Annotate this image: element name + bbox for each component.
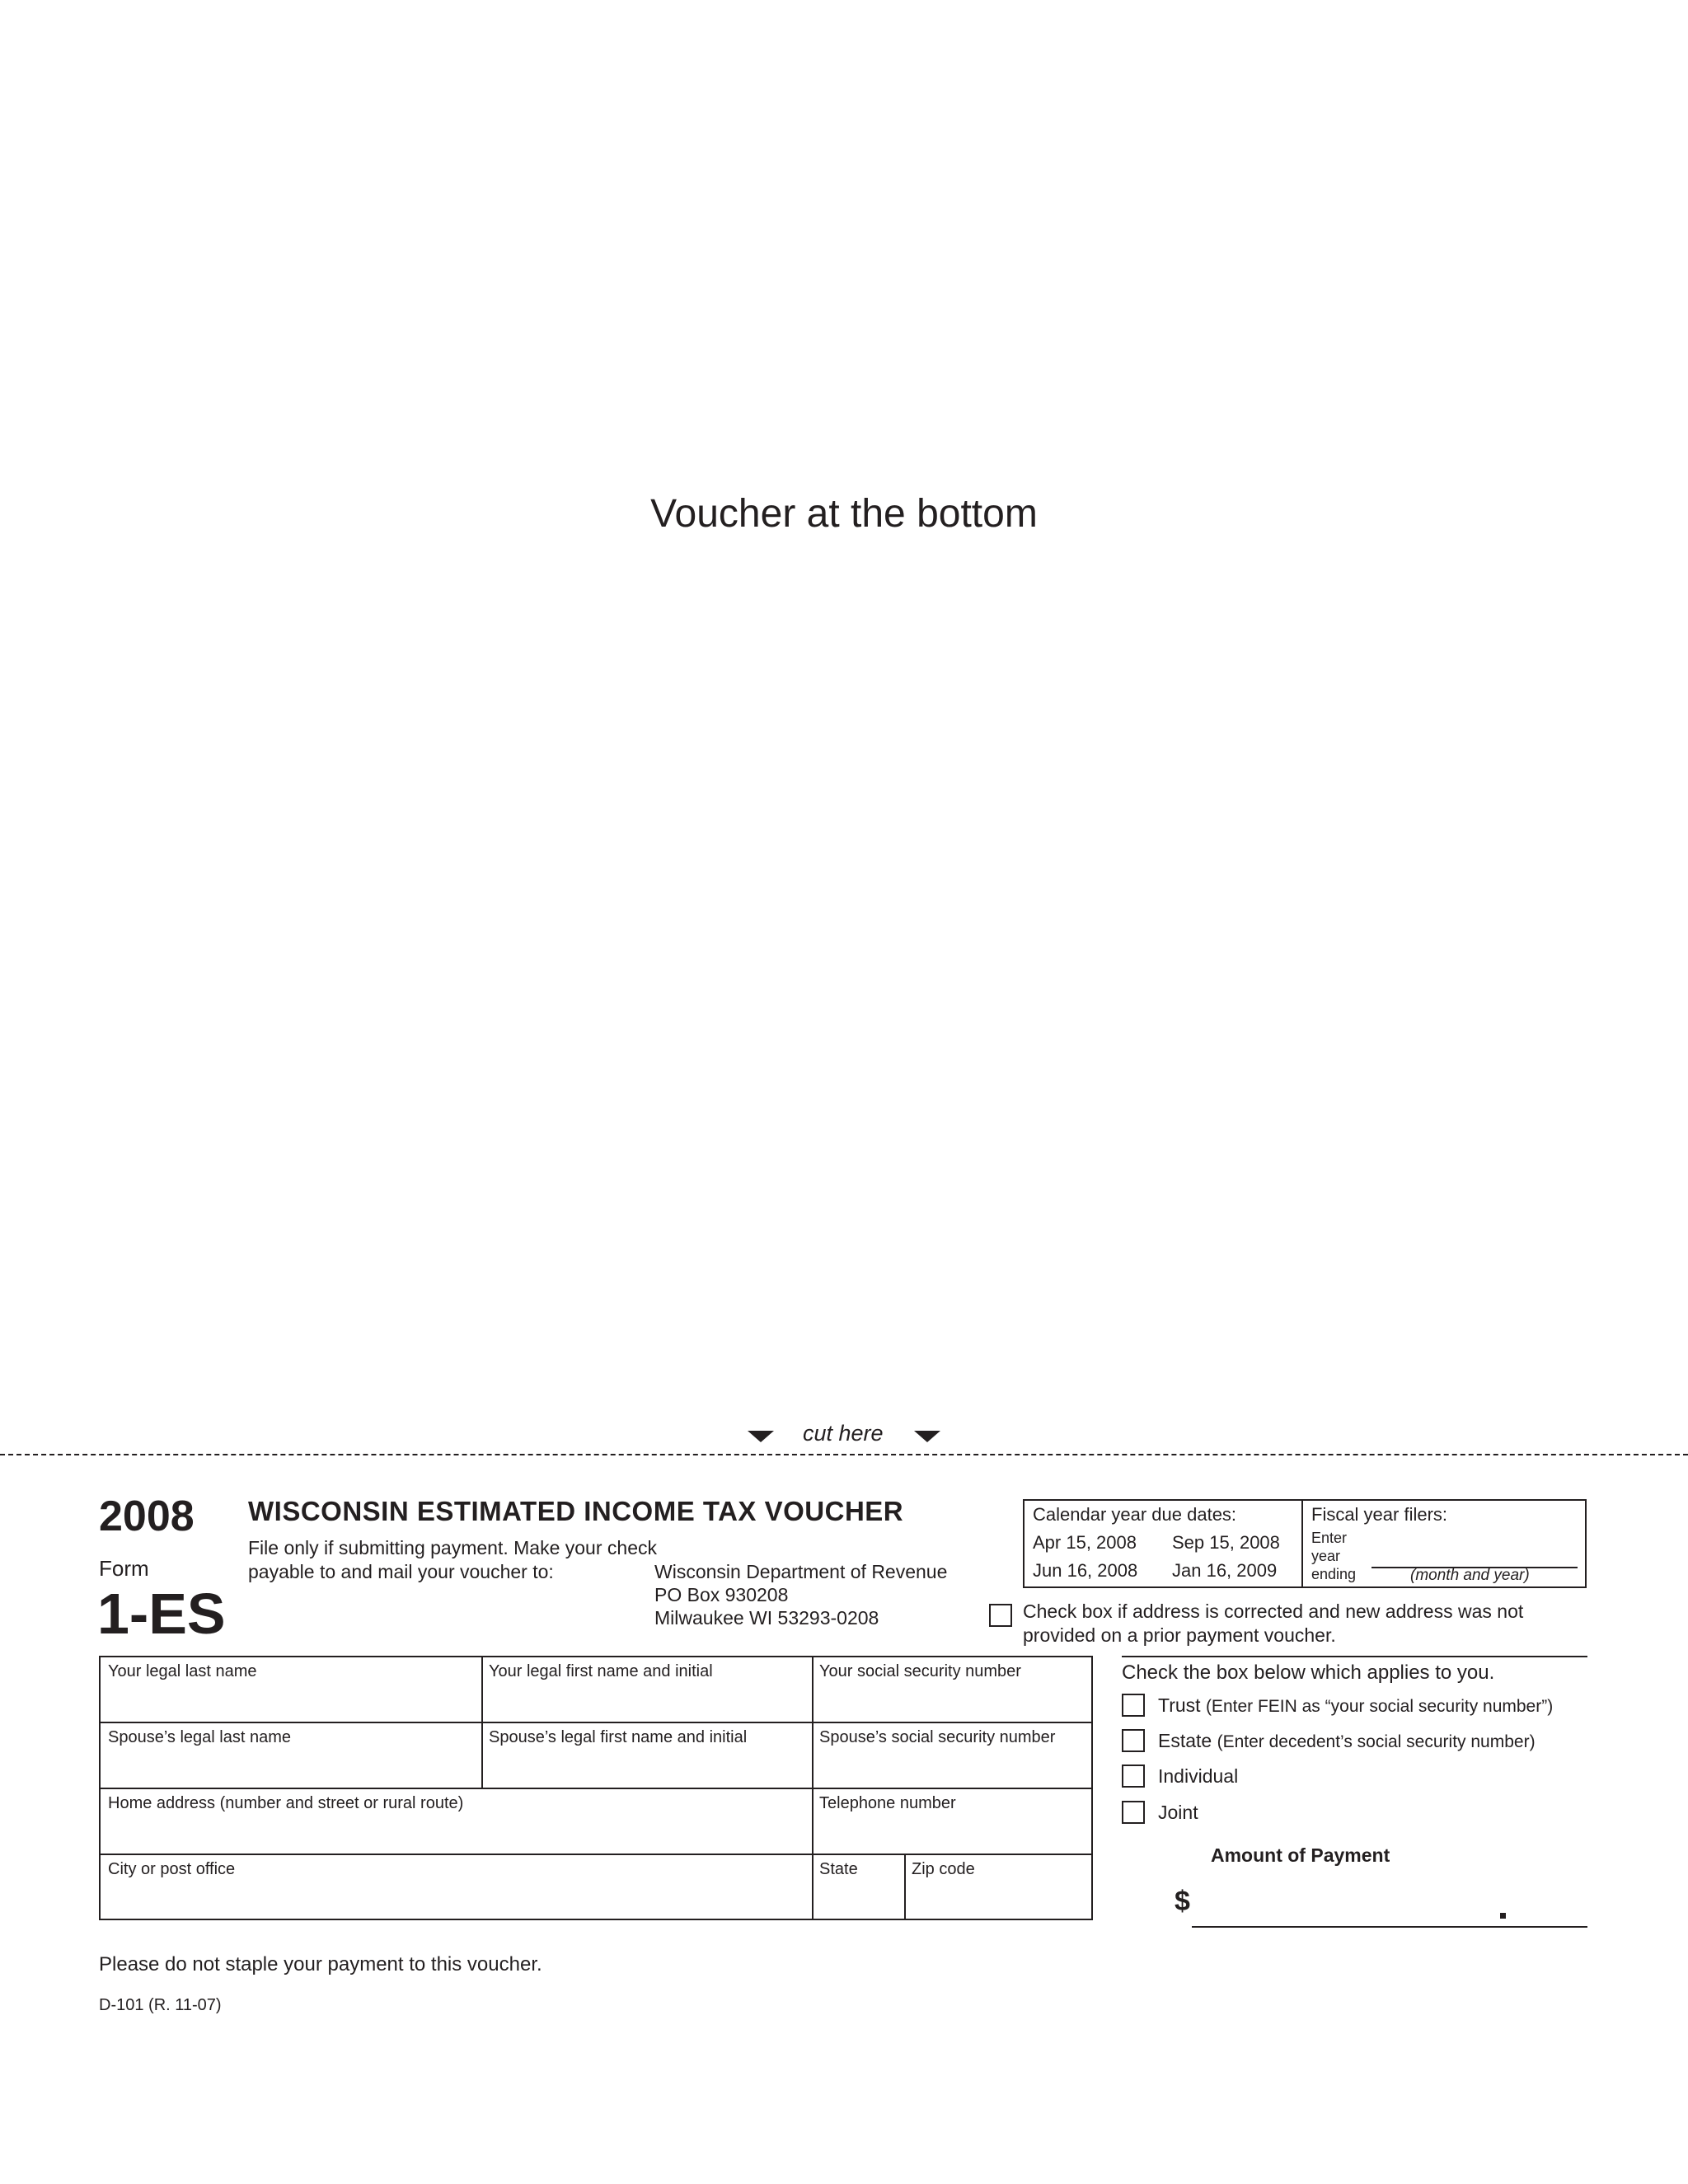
spouse-first-name-field[interactable]: Spouse’s legal first name and initial — [489, 1728, 748, 1746]
year-label: year — [1311, 1548, 1341, 1564]
spouse-ssn-field[interactable]: Spouse’s social security number — [819, 1728, 1056, 1746]
calendar-heading: Calendar year due dates: — [1033, 1504, 1237, 1525]
joint-label: Joint — [1158, 1802, 1198, 1823]
address-corrected-checkbox[interactable] — [989, 1604, 1012, 1627]
due-date: Sep 15, 2008 — [1172, 1532, 1280, 1553]
payment-instructions: File only if submitting payment. Make your check payable to and mail your voucher to: — [248, 1537, 657, 1582]
due-date: Jun 16, 2008 — [1033, 1560, 1138, 1581]
due-dates-box — [1023, 1499, 1587, 1588]
tax-year: 2008 — [99, 1493, 195, 1540]
voucher-note: Voucher at the bottom — [650, 492, 1038, 536]
ssn-field[interactable]: Your social security number — [819, 1662, 1021, 1680]
joint-checkbox[interactable] — [1122, 1801, 1145, 1824]
mailing-address — [654, 1560, 947, 1629]
month-year-hint: (month and year) — [1410, 1567, 1530, 1584]
cut-here-text: cut here — [803, 1421, 884, 1446]
voucher-title: WISCONSIN ESTIMATED INCOME TAX VOUCHER — [248, 1496, 904, 1526]
address-line: Wisconsin Department of Revenue — [654, 1561, 948, 1582]
spouse-last-name-field[interactable]: Spouse’s legal last name — [108, 1728, 291, 1746]
last-name-field[interactable]: Your legal last name — [108, 1662, 257, 1680]
estate-checkbox[interactable] — [1122, 1729, 1145, 1752]
individual-checkbox[interactable] — [1122, 1765, 1145, 1788]
enter-label: Enter — [1311, 1530, 1348, 1546]
telephone-field[interactable]: Telephone number — [819, 1794, 956, 1812]
city-field[interactable]: City or post office — [108, 1860, 236, 1878]
applies-heading: Check the box below which applies to you. — [1122, 1661, 1495, 1684]
form-number: 1-ES — [97, 1582, 226, 1646]
state-field[interactable]: State — [819, 1860, 858, 1878]
home-address-field[interactable]: Home address (number and street or rural route) — [108, 1794, 464, 1812]
zip-code-field[interactable]: Zip code — [912, 1860, 975, 1878]
address-corrected-label: Check box if address is corrected and new address was not provided on a prior payment voucher. — [1023, 1601, 1524, 1646]
first-name-field[interactable]: Your legal first name and initial — [489, 1662, 713, 1680]
down-triangle-icon — [748, 1431, 774, 1442]
due-date: Jan 16, 2009 — [1172, 1560, 1278, 1581]
applies-divider — [1122, 1656, 1587, 1657]
staple-note: Please do not staple your payment to this voucher. — [99, 1953, 542, 1975]
individual-label: Individual — [1158, 1765, 1239, 1787]
trust-label: Trust (Enter FEIN as “your social security number”) — [1158, 1694, 1554, 1716]
decimal-point — [1500, 1913, 1506, 1919]
form-label: Form — [99, 1556, 149, 1581]
address-line: Milwaukee WI 53293-0208 — [654, 1607, 879, 1629]
dollar-sign: $ — [1175, 1886, 1190, 1917]
down-triangle-icon — [914, 1431, 940, 1442]
amount-of-payment-label: Amount of Payment — [1211, 1844, 1390, 1866]
due-date: Apr 15, 2008 — [1033, 1532, 1137, 1553]
taxpayer-info-grid — [99, 1656, 1093, 1920]
cut-dashed-line — [0, 1454, 1688, 1455]
address-line: PO Box 930208 — [654, 1584, 789, 1605]
ending-label: ending — [1311, 1566, 1357, 1582]
form-revision-code: D-101 (R. 11-07) — [99, 1996, 222, 2014]
estate-label: Estate (Enter decedent’s social security number) — [1158, 1730, 1536, 1751]
fiscal-heading: Fiscal year filers: — [1311, 1504, 1448, 1525]
trust-checkbox[interactable] — [1122, 1694, 1145, 1717]
payment-amount-field[interactable] — [1192, 1926, 1587, 1928]
cut-line-label — [0, 1421, 1688, 1454]
